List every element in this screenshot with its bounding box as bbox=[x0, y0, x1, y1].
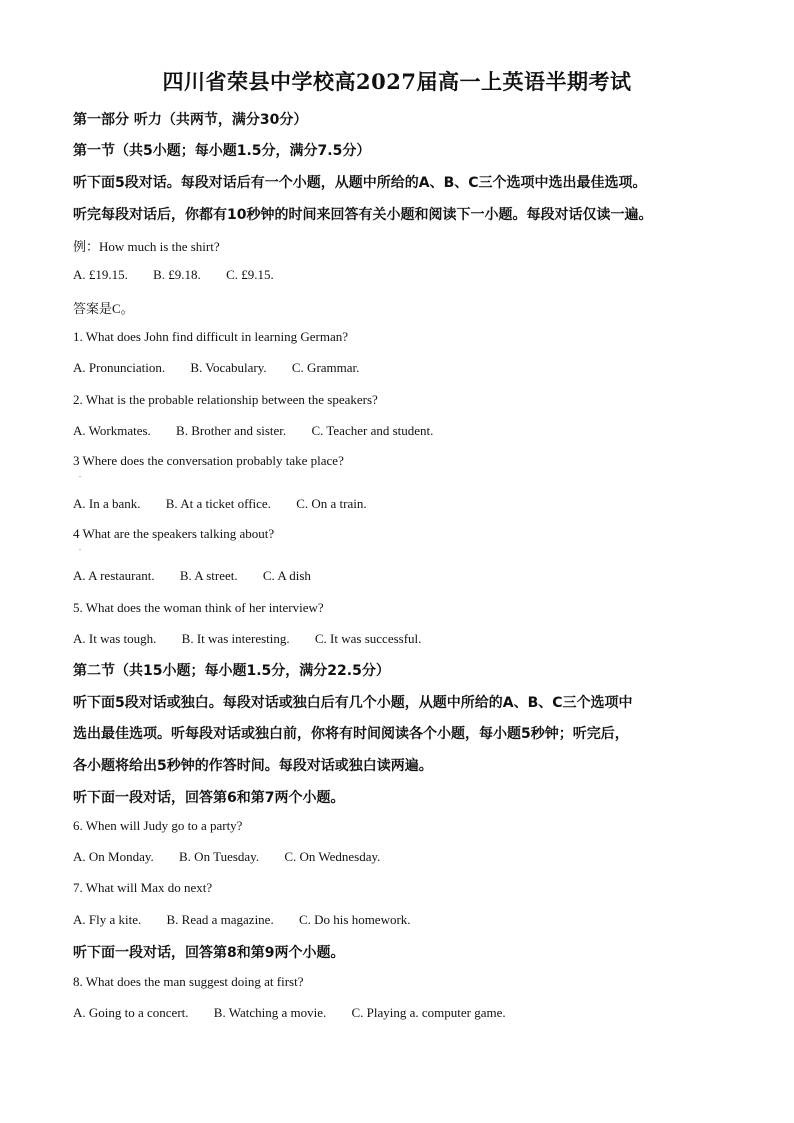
group1-intro: 听下面一段对话，回答第6和第7两个小题。 bbox=[73, 790, 345, 806]
section2-instruction-1: 听下面5段对话或独白。每段对话或独白后有几个小题，从题中所给的A、B、C三个选项中 bbox=[73, 695, 633, 711]
option-b: B. £9.18. bbox=[153, 267, 201, 282]
option-c: C. Do his homework. bbox=[298, 912, 411, 927]
option-a: A. Workmates. bbox=[73, 423, 151, 438]
section1-instruction-2: 听完每段对话后，你都有10秒钟的时间来回答有关小题和阅读下一小题。每段对话仅读一遍。 bbox=[73, 207, 653, 223]
option-a: A. £19.15. bbox=[73, 267, 128, 282]
option-a: A. A restaurant. bbox=[73, 568, 155, 583]
stray-dot-mark: . bbox=[79, 470, 81, 479]
question-8-options bbox=[73, 1005, 506, 1021]
part1-heading: 第一部分 听力（共两节，满分30分） bbox=[73, 112, 308, 128]
option-b: B. On Tuesday. bbox=[179, 849, 260, 864]
section2-heading: 第二节（共15小题；每小题1.5分，满分22.5分） bbox=[73, 663, 390, 679]
option-b: B. Brother and sister. bbox=[176, 423, 287, 438]
option-c: C. Teacher and student. bbox=[311, 423, 434, 438]
option-c: C. It was successful. bbox=[314, 631, 422, 646]
question-6: 6. When will Judy go to a party? bbox=[73, 818, 243, 833]
exam-title: 四川省荣县中学校高2027届高一上英语半期考试 bbox=[162, 69, 632, 94]
section1-instruction-1: 听下面5段对话。每段对话后有一个小题，从题中所给的A、B、C三个选项中选出最佳选项。 bbox=[73, 175, 647, 191]
question-3: 3 Where does the conversation probably take place? bbox=[73, 453, 344, 468]
option-b: B. A street. bbox=[179, 568, 238, 583]
option-a: A. Pronunciation. bbox=[73, 360, 166, 375]
question-7-options bbox=[73, 912, 411, 928]
question-1-options bbox=[73, 360, 359, 376]
example-options bbox=[73, 267, 274, 283]
question-4: 4 What are the speakers talking about? bbox=[73, 526, 275, 541]
question-2: 2. What is the probable relationship between the speakers? bbox=[73, 392, 378, 407]
option-b: B. Read a magazine. bbox=[166, 912, 274, 927]
question-1: 1. What does John find difficult in learning German? bbox=[73, 329, 348, 344]
option-b: B. It was interesting. bbox=[181, 631, 290, 646]
option-a: A. In a bank. bbox=[73, 496, 141, 511]
example-question: 例：How much is the shirt? bbox=[73, 239, 220, 254]
section1-heading: 第一节（共5小题；每小题1.5分，满分7.5分） bbox=[73, 143, 371, 159]
stray-dot-mark: . bbox=[79, 543, 81, 552]
question-6-options bbox=[73, 849, 380, 865]
option-c: C. A dish bbox=[262, 568, 311, 583]
option-a: A. On Monday. bbox=[73, 849, 154, 864]
section2-instruction-3: 各小题将给出5秒钟的作答时间。每段对话或独白读两遍。 bbox=[73, 758, 433, 774]
option-c: C. Grammar. bbox=[291, 360, 360, 375]
example-answer: 答案是C。 bbox=[73, 301, 134, 316]
group2-intro: 听下面一段对话，回答第8和第9两个小题。 bbox=[73, 945, 345, 961]
option-a: A. Going to a concert. bbox=[73, 1005, 189, 1020]
question-8: 8. What does the man suggest doing at first? bbox=[73, 974, 304, 989]
option-b: B. At a ticket office. bbox=[165, 496, 271, 511]
section2-instruction-2: 选出最佳选项。听每段对话或独白前，你将有时间阅读各个小题，每小题5秒钟；听完后， bbox=[73, 726, 629, 742]
question-4-options bbox=[73, 568, 311, 584]
question-3-options bbox=[73, 496, 367, 512]
question-5: 5. What does the woman think of her interview? bbox=[73, 600, 324, 615]
option-c: C. £9.15. bbox=[226, 267, 274, 282]
option-a: A. It was tough. bbox=[73, 631, 157, 646]
question-7: 7. What will Max do next? bbox=[73, 880, 213, 895]
option-b: B. Vocabulary. bbox=[190, 360, 267, 375]
option-c: C. On Wednesday. bbox=[284, 849, 381, 864]
option-c: C. Playing a. computer game. bbox=[351, 1005, 506, 1020]
question-2-options bbox=[73, 423, 433, 439]
question-5-options bbox=[73, 631, 421, 647]
option-a: A. Fly a kite. bbox=[73, 912, 142, 927]
option-b: B. Watching a movie. bbox=[213, 1005, 327, 1020]
option-c: C. On a train. bbox=[296, 496, 367, 511]
